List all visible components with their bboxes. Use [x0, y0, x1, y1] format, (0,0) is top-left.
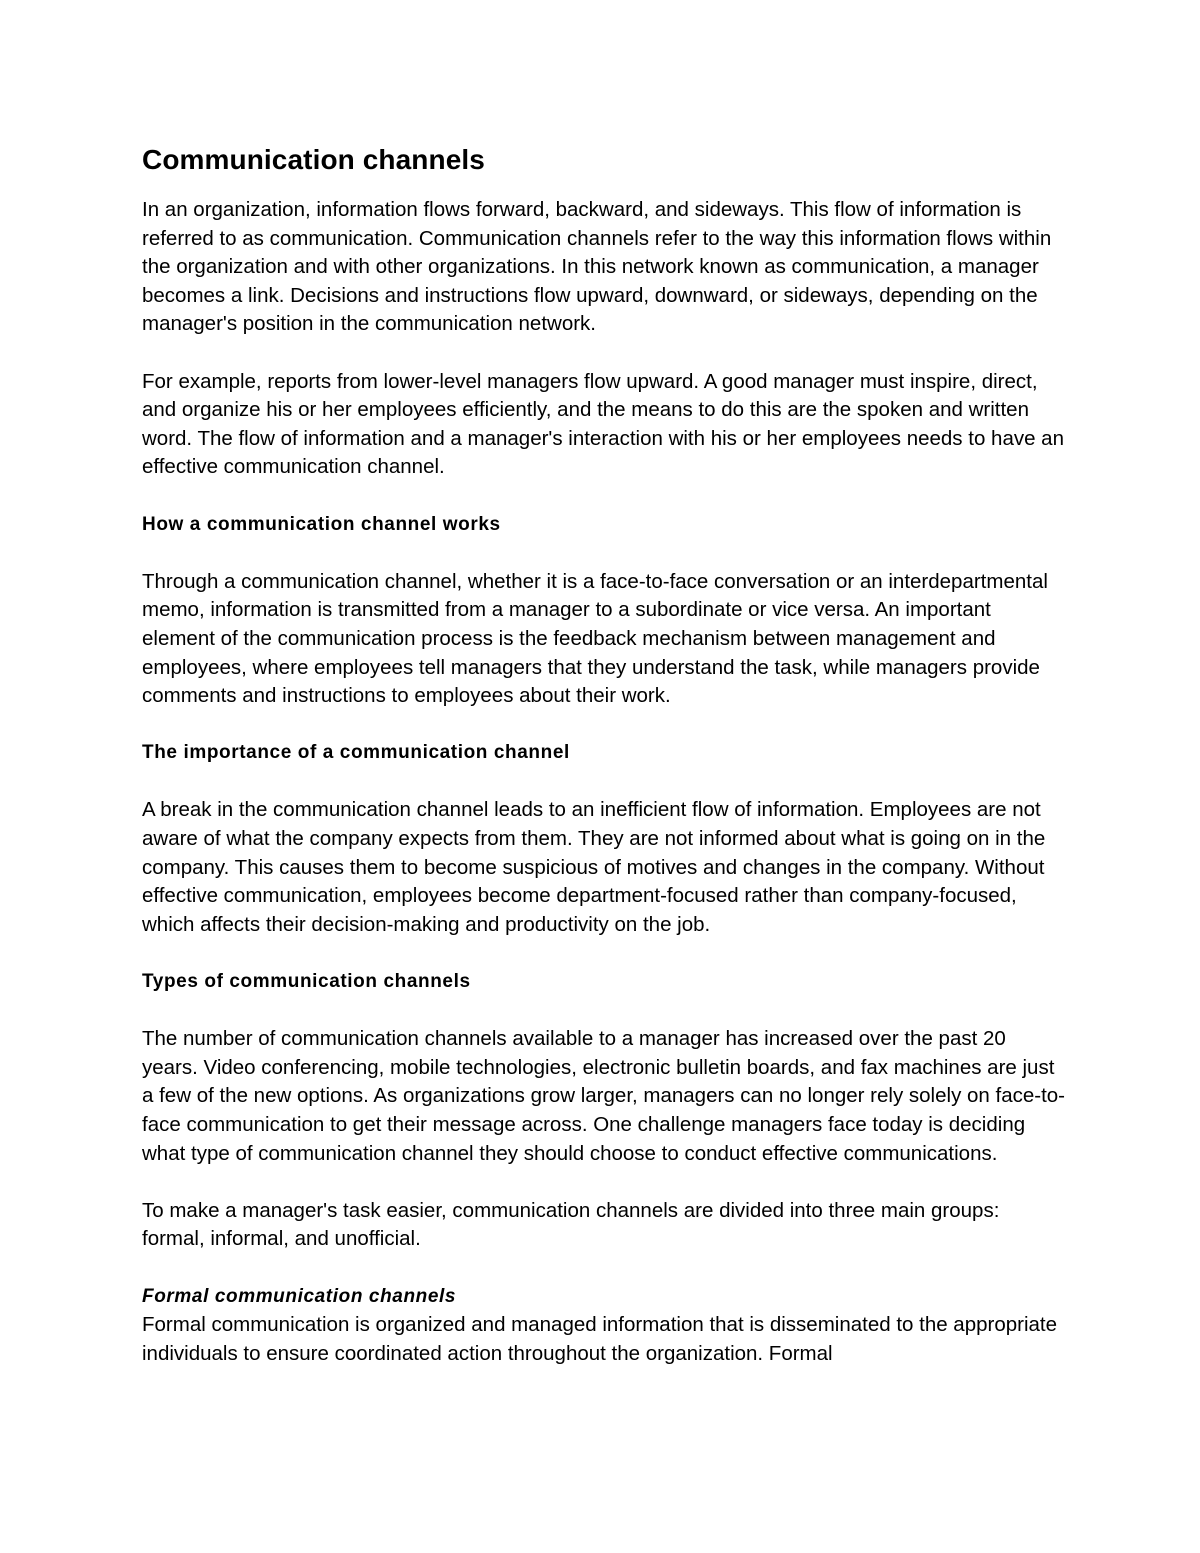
document-title: Communication channels — [142, 144, 485, 175]
spacer — [142, 179, 1067, 196]
spacer — [142, 711, 1067, 740]
section-heading-how-it-works: How a communication channel works — [142, 513, 501, 535]
spacer — [142, 997, 1067, 1026]
intro-paragraph-2: For example, reports from lower-level managers flow upward. A good manager must inspire, direct, and organize his or her employees efficiently, and the means to do this are the spoken and written word. The flow of information and a manager's interaction with his or her employees needs to have an effective communication channel. — [142, 369, 1064, 479]
spacer — [142, 939, 1067, 968]
section-paragraph: Formal communication is organized and managed information that is disseminated to the appropriate individuals to ensure coordinated action throughout the organization. Formal — [142, 1313, 1058, 1365]
spacer — [142, 539, 1067, 568]
section-heading-importance: The importance of a communication channel — [142, 742, 570, 764]
spacer — [142, 339, 1067, 368]
intro-paragraph-1: In an organization, information flows forward, backward, and sideways. This flow of information is referred to as communication. Communication channels refer to the way this information flows within the organization and with other organizations. In this network known as communication, a manager becomes a link. Decisions and instructions flow upward, downward, or sideways, depending on the manager's position in the communication network. — [142, 198, 1052, 336]
section-paragraph: To make a manager's task easier, communication channels are divided into three main groups: formal, informal, and unofficial. — [142, 1198, 1000, 1251]
section-paragraph: Through a communication channel, whether it is a face-to-face conversation or an interdepartmental memo, information is transmitted from a manager to a subordinate or vice versa. An important element of the communication process is the feedback mechanism between management and employees, where employees tell managers that they understand the task, while managers provide comments and instructions to employees about their work. — [142, 569, 1048, 708]
section-paragraph: The number of communication channels available to a manager has increased over the past 20 years. Video conferencing, mobile technologies, electronic bulletin boards, and fax machines are just a few of the new options. As organizations grow larger, managers can no longer rely solely on face-to-face communication to get their message across. One challenge managers face today is deciding what type of communication channel they should choose to conduct effective communications. — [142, 1027, 1066, 1165]
spacer — [142, 1254, 1067, 1283]
section-paragraph: A break in the communication channel leads to an inefficient flow of information. Employees are not aware of what the company expects from them. They are not informed about what is going on in the company. This causes them to become suspicious of motives and changes in the company. Without effective communication, employees become department-focused rather than company-focused, which affects their decision-making and productivity on the job. — [142, 798, 1046, 936]
section-heading-types: Types of communication channels — [142, 971, 471, 993]
spacer — [142, 768, 1067, 797]
subheading-formal-channels: Formal communication channels — [142, 1285, 457, 1307]
spacer — [142, 1168, 1067, 1197]
spacer — [142, 482, 1067, 511]
document-page — [142, 141, 1067, 1368]
